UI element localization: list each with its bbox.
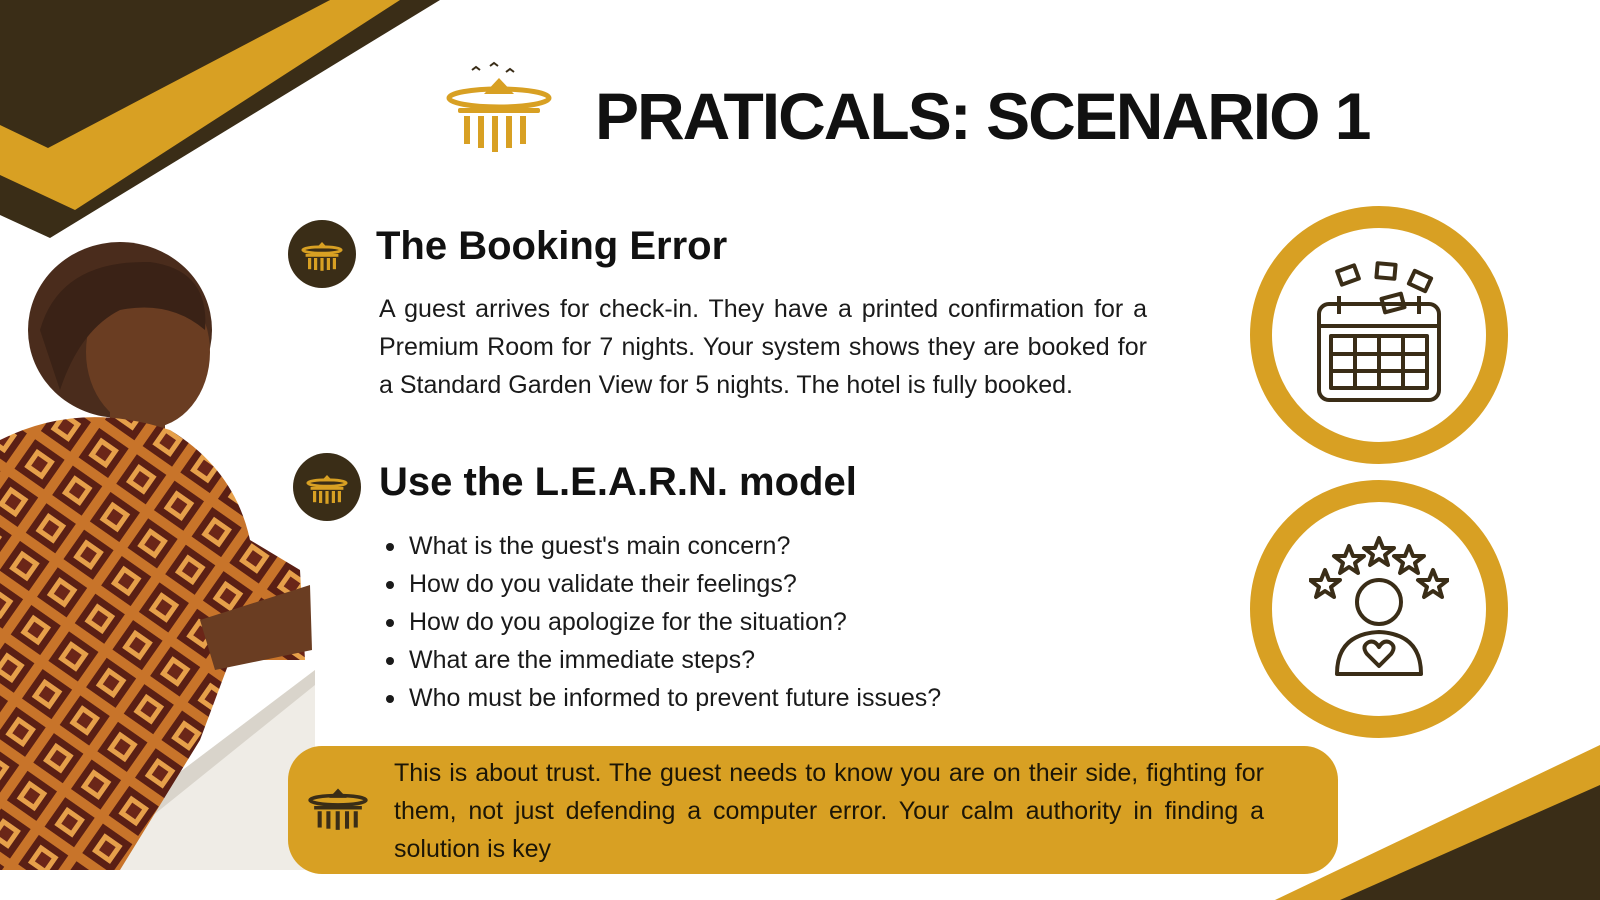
list-item: How do you apologize for the situation? <box>380 603 941 641</box>
list-item: How do you validate their feelings? <box>380 565 941 603</box>
section-badge-icon <box>288 220 356 288</box>
booking-error-description: A guest arrives for check-in. They have a printed confirmation for a Premium Room for 7 nights. Your system shows they are booked for a Standard Garden View for 5 nights. The hotel is fully booked. <box>379 295 1147 399</box>
callout-text: This is about trust. The guest needs to know you are on their side, fighting for them, not just defending a computer error. Your calm authority in finding a solution is key <box>394 759 1264 863</box>
list-item: What are the immediate steps? <box>380 641 941 679</box>
learn-questions-list <box>380 527 941 717</box>
list-item: Who must be informed to prevent future issues? <box>380 679 941 717</box>
scattered-calendar-icon <box>1309 260 1449 410</box>
rating-ring <box>1250 480 1508 738</box>
section-badge-icon <box>293 453 361 521</box>
pavilion-logo-icon <box>306 776 370 836</box>
booking-error-heading: The Booking Error <box>376 224 728 268</box>
five-star-customer-icon <box>1309 534 1449 684</box>
page-title: PRATICALS: SCENARIO 1 <box>595 79 1370 153</box>
key-message-callout <box>288 746 1338 874</box>
learn-model-heading: Use the L.E.A.R.N. model <box>379 460 857 504</box>
calendar-ring <box>1250 206 1508 464</box>
receptionist-photo <box>0 240 315 870</box>
list-item: What is the guest's main concern? <box>380 527 941 565</box>
pavilion-logo-icon <box>444 60 554 156</box>
